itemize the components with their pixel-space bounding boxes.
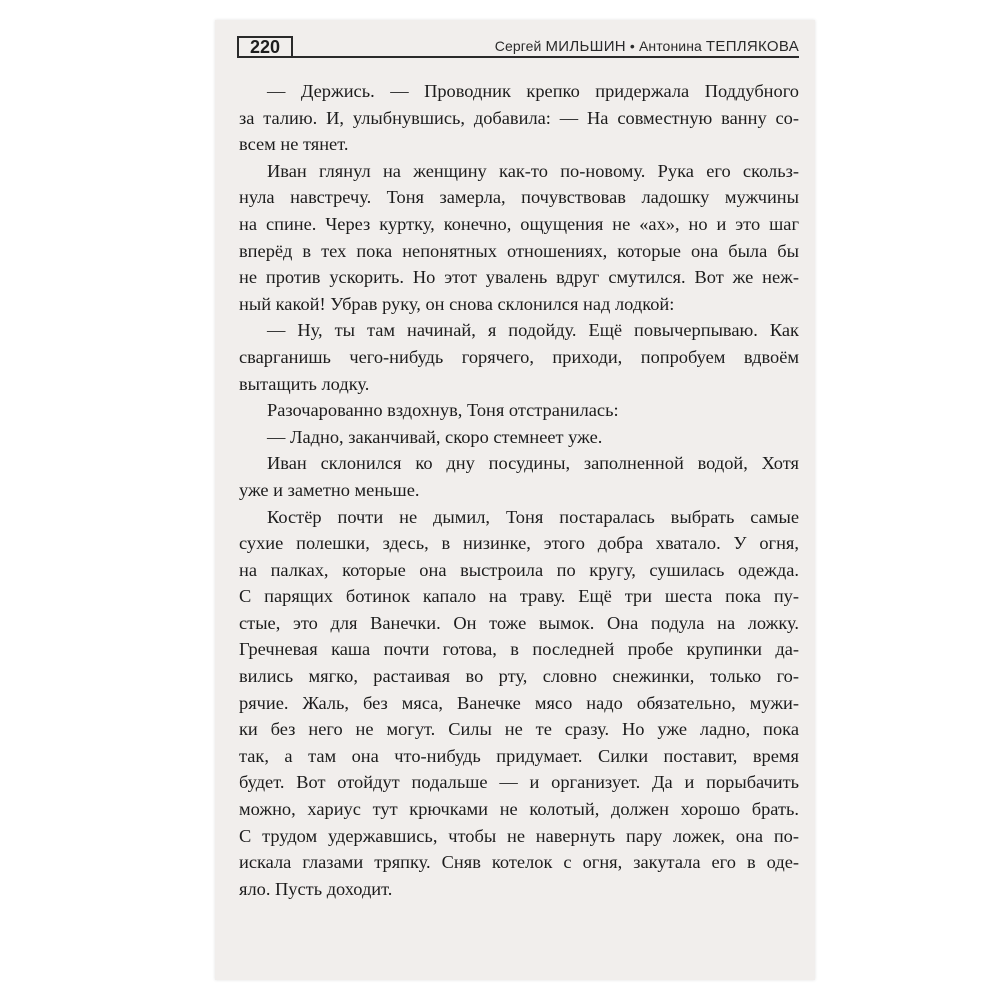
text-line: уже и заметно меньше. — [239, 479, 420, 500]
text-line: не против ускорить. Но этот увалень вдруг смутился. Вот же неж- — [239, 267, 799, 288]
text-line: ный какой! Убрав руку, он снова склонился над лодкой: — [239, 293, 675, 314]
text-line: ки без него не могут. Силы не те сразу. Но уже ладно, пока — [239, 719, 799, 740]
text-line: искала глазами тряпку. Сняв котелок с огня, закутала его в оде- — [239, 852, 799, 873]
text-line: вытащить лодку. — [239, 373, 370, 394]
text-line: будет. Вот отойдут подальше — и организует. Да и порыбачить — [239, 772, 799, 793]
author2-first-name: Антонина — [638, 38, 702, 54]
text-line: всем не тянет. — [239, 134, 349, 155]
text-line: Гречневая каша почти готова, в последней пробе крупинки да- — [239, 639, 799, 660]
text-line: Иван глянул на женщину как-то по-новому. Рука его скольз- — [267, 160, 799, 181]
text-line: Разочарованно вздохнув, Тоня отстранилась: — [267, 400, 619, 421]
text-line: С трудом удержавшись, чтобы не навернуть пару ложек, она по- — [239, 825, 799, 846]
text-line: — Ладно, заканчивай, скоро стемнеет уже. — [267, 426, 603, 447]
text-line: вились мягко, растаивая во рту, словно снежинки, только го- — [239, 666, 799, 687]
author1-last-name: МИЛЬШИН — [545, 38, 626, 55]
text-line: можно, хариус тут крючками не колотый, должен хорошо брать. — [239, 799, 799, 820]
text-line: С парящих ботинок капало на траву. Ещё три шеста пока пу- — [239, 586, 799, 607]
text-line: яло. Пусть доходит. — [239, 878, 393, 899]
author-separator: • — [629, 38, 635, 54]
running-header — [237, 36, 799, 62]
text-line: сварганишь чего-нибудь горячего, приходи, попробуем вдвоём — [239, 346, 799, 367]
text-line: сухие полешки, здесь, в низинке, этого добра хватало. У огня, — [239, 533, 799, 554]
author2-last-name: ТЕПЛЯКОВА — [705, 38, 799, 55]
text-line: рячие. Жаль, без мяса, Ванечке мясо надо обязательно, мужи- — [239, 692, 799, 713]
text-line: нула навстречу. Тоня замерла, почувствовав ладошку мужчины — [239, 187, 799, 208]
text-line: на палках, которые она выстроила по кругу, сушилась одежда. — [239, 559, 799, 580]
text-line: Иван склонился ко дну посудины, заполненной водой, Хотя — [267, 453, 799, 474]
text-line: за талию. И, улыбнувшись, добавила: — На совместную ванну со- — [239, 107, 799, 128]
text-line: — Держись. — Проводник крепко придержала Поддубного — [267, 81, 799, 101]
header-rule — [293, 56, 799, 58]
text-line: на спине. Через куртку, конечно, ощущения не «ах», но и это шаг — [239, 213, 799, 234]
text-line: — Ну, ты там начинай, я подойду. Ещё повычерпываю. Как — [267, 320, 799, 341]
text-line: вперёд в тех пока непонятных отношениях, которые она была бы — [239, 240, 799, 261]
body-text — [239, 78, 799, 902]
book-page — [215, 20, 815, 980]
text-line: так, а там она что-нибудь придумает. Силки поставит, время — [239, 745, 799, 766]
page-number: 220 — [237, 36, 293, 58]
author1-first-name: Сергей — [494, 38, 542, 54]
text-line: стые, это для Ванечки. Он тоже вымок. Она подула на ложку. — [239, 612, 799, 633]
header-authors — [495, 38, 799, 55]
text-line: Костёр почти не дымил, Тоня постаралась выбрать самые — [267, 506, 799, 527]
